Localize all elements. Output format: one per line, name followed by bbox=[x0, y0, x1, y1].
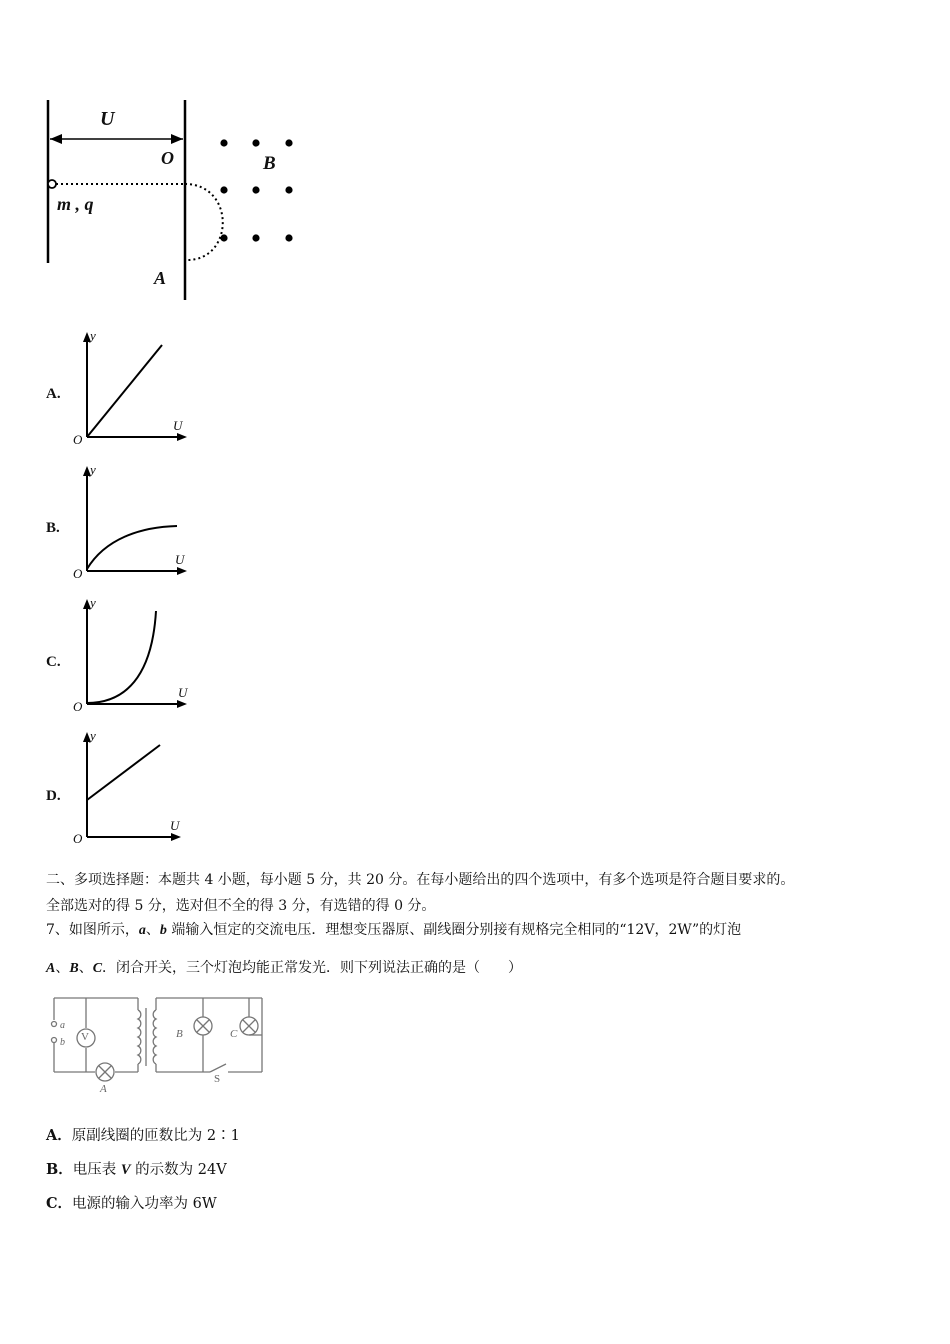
option-d-x-label: U bbox=[170, 818, 180, 833]
answer-b-var: V bbox=[120, 1162, 131, 1178]
q7-b: b bbox=[159, 923, 167, 938]
answer-option-b[interactable]: B．电压表 V 的示数为 24V bbox=[46, 1161, 227, 1178]
answer-option-a[interactable]: A．原副线圈的匝数比为 2∶1 bbox=[46, 1127, 240, 1144]
option-c-origin: O bbox=[73, 699, 83, 714]
option-a-label: A. bbox=[46, 386, 61, 402]
q7-part1: 7、如图所示， bbox=[46, 922, 139, 938]
option-b-origin: O bbox=[73, 566, 83, 581]
option-c-graph bbox=[70, 597, 195, 717]
q7-part3: ．闭合开关，三个灯泡均能正常发光．则下列说法正确的是（ ） bbox=[102, 960, 523, 976]
q7-lamp-c: C bbox=[92, 961, 103, 976]
label-O: O bbox=[161, 148, 174, 168]
label-A: A bbox=[154, 268, 167, 288]
q7-lamp-a: A bbox=[46, 961, 56, 976]
circuit-label-b-lamp: B bbox=[176, 1028, 183, 1040]
circuit-label-s: S bbox=[214, 1073, 221, 1085]
option-c-y-label: y bbox=[90, 595, 96, 610]
option-c-label: C. bbox=[46, 654, 61, 670]
q7-sep1: 、 bbox=[145, 922, 160, 938]
option-a-y-label: y bbox=[90, 328, 96, 343]
circuit-label-v: V bbox=[81, 1031, 89, 1043]
option-b-y-label: y bbox=[90, 462, 96, 477]
option-b-label: B. bbox=[46, 520, 60, 536]
question-7-line2 bbox=[46, 958, 522, 979]
answer-b-text-pre: 电压表 bbox=[72, 1162, 121, 1178]
label-mq: m , q bbox=[57, 194, 94, 214]
q7-a: a bbox=[138, 923, 146, 938]
answer-c-text: 电源的输入功率为 6W bbox=[72, 1196, 217, 1212]
answer-b-key: B bbox=[46, 1161, 59, 1178]
answer-c-key: C bbox=[46, 1195, 58, 1212]
magnetic-field-dots bbox=[220, 139, 292, 241]
q7-sep3: 、 bbox=[78, 960, 93, 976]
option-d-label: D. bbox=[46, 788, 61, 804]
answer-a-key: A bbox=[46, 1127, 58, 1144]
option-b-x-label: U bbox=[175, 552, 185, 567]
circuit-label-a: a bbox=[60, 1020, 65, 1031]
option-c-x-label: U bbox=[178, 685, 188, 700]
option-d-origin: O bbox=[73, 831, 83, 846]
circuit-label-c-lamp: C bbox=[230, 1028, 238, 1040]
q7-part2: 端输入恒定的交流电压．理想变压器原、副线圈分别接有规格完全相同的“12V，2W”的灯泡 bbox=[166, 922, 742, 938]
answer-a-text: 原副线圈的匝数比为 2∶1 bbox=[71, 1128, 240, 1144]
option-a-origin: O bbox=[73, 432, 83, 447]
answer-b-text-post: 的示数为 24V bbox=[130, 1162, 227, 1178]
section2-instructions-line1: 二、多项选择题：本题共 4 小题，每小题 5 分，共 20 分。在每小题给出的四个选项中，有多个选项是符合题目要求的。 bbox=[46, 872, 795, 888]
transformer-circuit bbox=[42, 990, 277, 1090]
label-U: U bbox=[100, 108, 115, 130]
question-7-line1 bbox=[46, 920, 741, 941]
q7-lamp-b: B bbox=[69, 961, 79, 976]
section2-instructions-line2: 全部选对的得 5 分，选对但不全的得 3 分，有选错的得 0 分。 bbox=[46, 898, 436, 914]
label-B: B bbox=[263, 153, 276, 174]
q7-sep2: 、 bbox=[55, 960, 70, 976]
option-d-y-label: y bbox=[90, 728, 96, 743]
answer-option-c[interactable]: C．电源的输入功率为 6W bbox=[46, 1195, 217, 1212]
option-a-x-label: U bbox=[173, 418, 183, 433]
circuit-label-b: b bbox=[60, 1037, 65, 1048]
circuit-label-a-lamp: A bbox=[100, 1083, 107, 1095]
